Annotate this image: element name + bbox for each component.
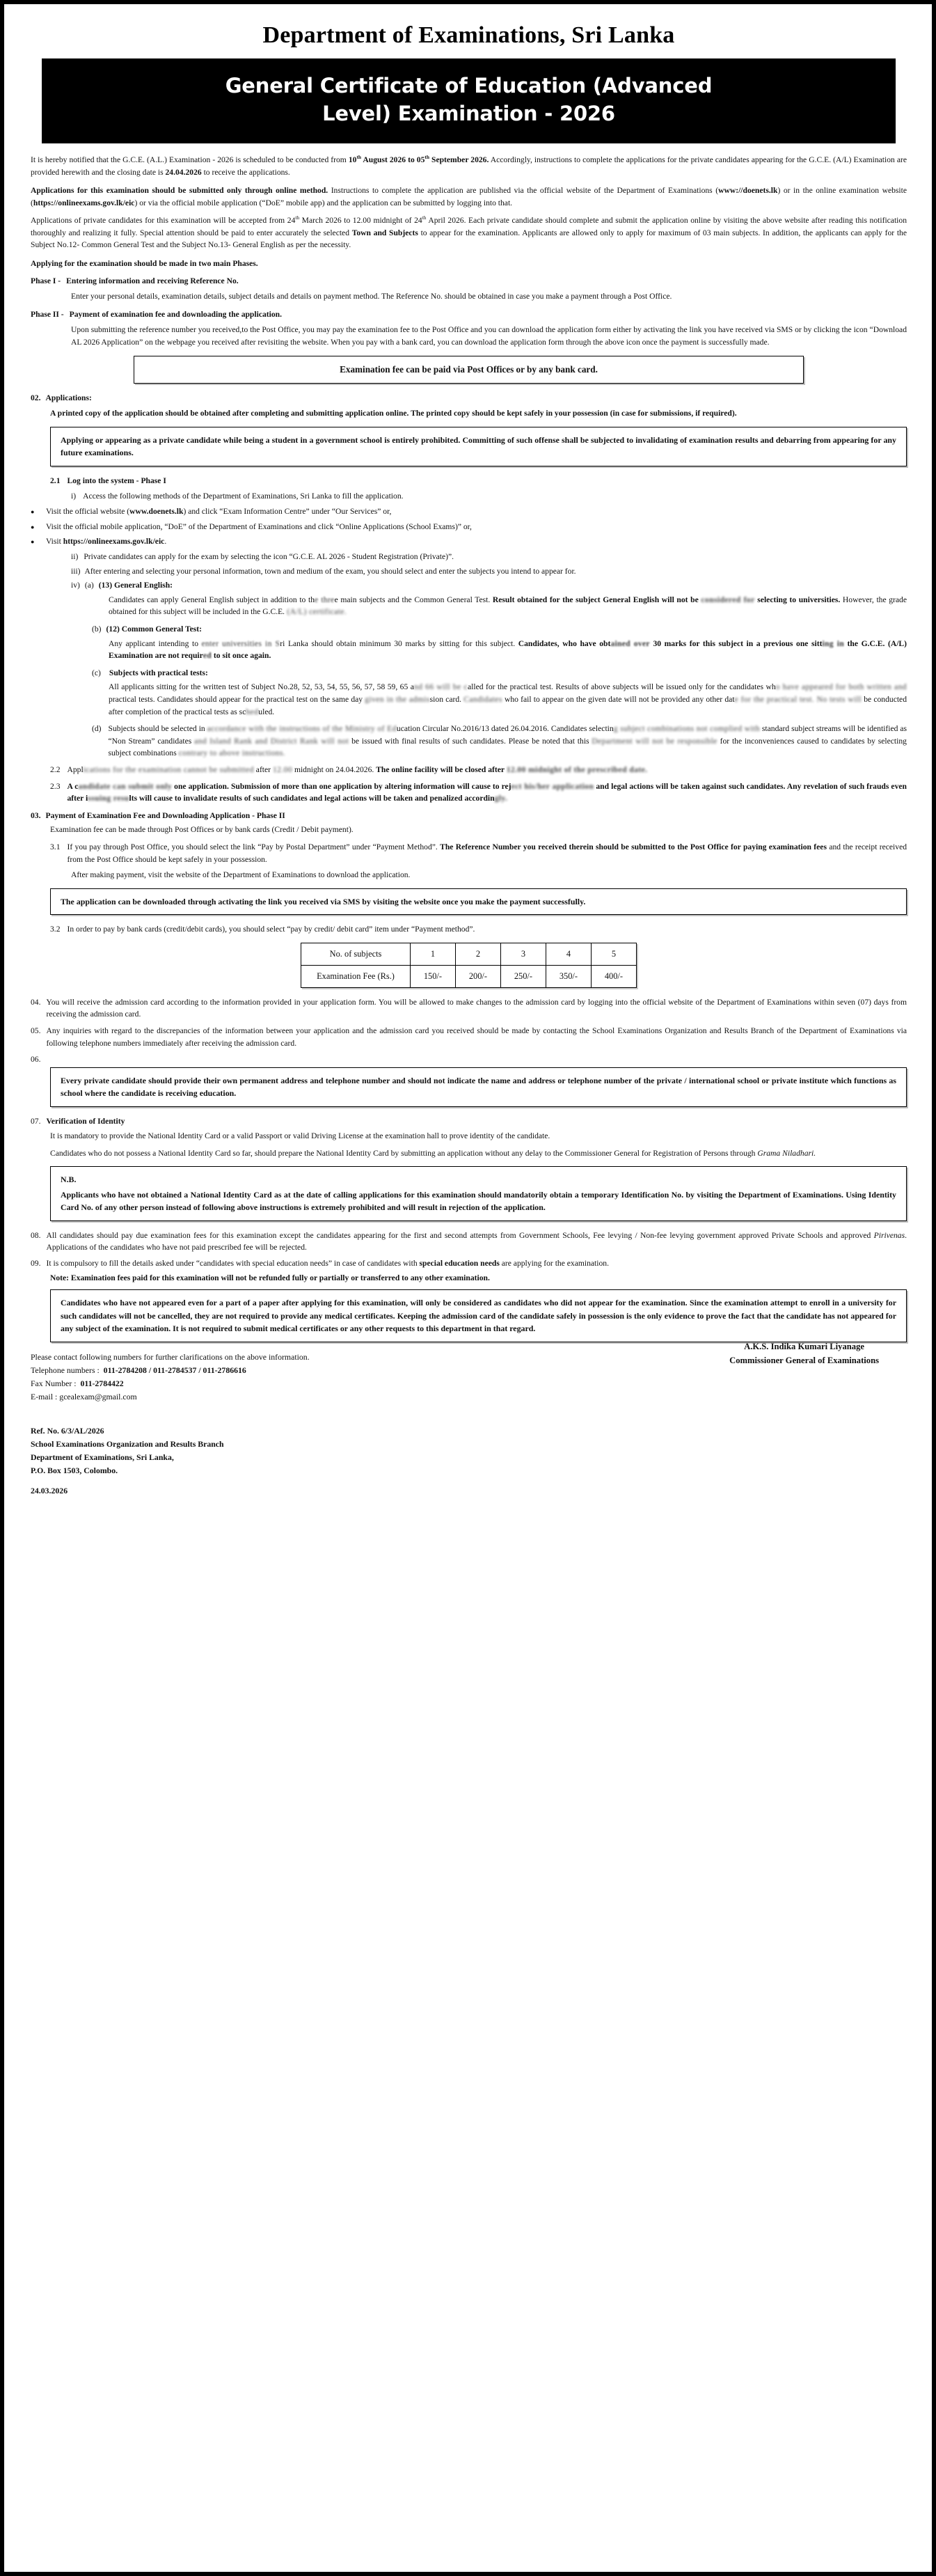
section-32-number: 3.2 bbox=[50, 925, 61, 934]
section-21-title: Log into the system - Phase I bbox=[67, 476, 166, 485]
nb-label: N.B. bbox=[61, 1175, 77, 1185]
intro-paragraph-2 bbox=[31, 184, 907, 209]
phase-1-label: Phase I - bbox=[31, 276, 61, 285]
item-iv-c-heading bbox=[92, 667, 907, 680]
fee-value: 400/- bbox=[591, 965, 636, 987]
s22-b1: The online facility will be closed after bbox=[376, 765, 507, 775]
bullet2-text: Visit the official mobile application, “DoE” of the Department of Examinations and click “Online Applications (School Exams)” or, bbox=[46, 521, 472, 531]
intro-date1-sup: th bbox=[356, 154, 362, 161]
s08-t2: . Applications of the candidates who have not paid prescribed fee will be rejected. bbox=[46, 1230, 907, 1252]
phase-1-body: Enter your personal details, examination details, subject details and details on payment method. The Reference No. should be obtained in case you make a payment through a Post Office. bbox=[71, 292, 672, 301]
section-31 bbox=[50, 841, 907, 865]
bullet3-b: . bbox=[164, 537, 167, 547]
document-body bbox=[31, 153, 907, 1498]
bullet3-website[interactable]: https://onlineexams.gov.lk/eic bbox=[63, 537, 165, 547]
s09-t2: are applying for the examination. bbox=[499, 1259, 609, 1269]
bullet1-b: ) and click “Exam Information Centre” under “Our Services” or, bbox=[183, 507, 392, 517]
section-02-paragraph: A printed copy of the application should be obtained after completing and submitting application online. The printed copy should be kept safely in your possession (in case for submissions, if required). bbox=[50, 409, 737, 418]
nb-box bbox=[50, 1166, 907, 1220]
fee-payment-notice-box: Examination fee can be paid via Post Offices or by any bank card. bbox=[134, 356, 804, 384]
s23-b1: A c bbox=[67, 781, 79, 791]
item-i bbox=[71, 490, 907, 503]
pt-blur1: nd 66 will be c bbox=[413, 682, 468, 692]
item-iv-a-label: (a) bbox=[84, 581, 94, 590]
cgt-b4: to sit once again. bbox=[212, 651, 271, 661]
intro-date1: 10 bbox=[348, 155, 357, 164]
phase-2-label: Phase II - bbox=[31, 309, 64, 319]
intro-p1-b: Accordingly, instructions to complete the applications for the private candidates appearing for the G.C.E. (A/L) Examination are provided herewith and the closing date is bbox=[31, 155, 907, 177]
pt-t7: uled. bbox=[258, 707, 275, 716]
document-content bbox=[14, 11, 922, 1498]
s23-t1: application. Submission of more than one application by altering information will cause to rej bbox=[186, 781, 511, 791]
s23-blur2: ect his/her application bbox=[511, 781, 594, 791]
pt-t4: sion card. bbox=[429, 695, 464, 704]
signature-block bbox=[729, 1340, 879, 1367]
list-item bbox=[31, 535, 907, 548]
s22-t1: Appl bbox=[67, 765, 84, 775]
ge-b2: selecting to universities. bbox=[754, 595, 841, 604]
pt-blur5: e for the practical test. No tests will bbox=[734, 695, 862, 704]
s23-b2: one bbox=[172, 781, 187, 791]
s22-t3: midnight on 24.04.2026. bbox=[292, 765, 376, 775]
intro-p3-a: Applications of private candidates for this examination will be accepted from bbox=[31, 216, 287, 226]
cgt-blur3: ing in bbox=[822, 638, 844, 648]
cgt-t2: ri Lanka should obtain minimum 30 marks by sitting for this subject. bbox=[280, 638, 518, 648]
website-onlineexams[interactable]: https://onlineexams.gov.lk/eic bbox=[33, 198, 135, 207]
ss-blur1: accordance with the instructions of the Ministry of Ed bbox=[207, 724, 397, 734]
access-methods-list bbox=[31, 505, 907, 548]
phase-1-heading bbox=[31, 275, 907, 288]
footer-block bbox=[31, 1341, 907, 1498]
fee-subject-count: 3 bbox=[500, 943, 546, 965]
pt-t3: practical tests. Candidates should appear for the practical test on the same day bbox=[109, 695, 365, 704]
telephone-value: 011-2784208 / 011-2784537 / 011-2786616 bbox=[103, 1365, 246, 1375]
ge-blur3: (A/L) certificate. bbox=[285, 607, 347, 617]
item-iv-a-heading bbox=[71, 579, 907, 592]
signer-name: A.K.S. Indika Kumari Liyanage bbox=[744, 1341, 864, 1351]
non-appearance-box: Candidates who have not appeared even for a part of a paper after applying for this examination, will only be considered as candidates who did not appear for the examination. Since the examination attempt to enroll in a university for such candidates will not be cancelled, they are not required to provide any medical certificates. Keeping the admission card of the candidate safely in possession is the only evidence to prove the fact that the candidate has not appeared for any subject of the examination. It is not required to submit medical certificates or any other requests to this department in that regard. bbox=[50, 1289, 907, 1342]
bullet-icon bbox=[31, 535, 46, 548]
email-line bbox=[31, 1390, 907, 1404]
intro-p2-b: ) or in the online examination website ( bbox=[31, 186, 907, 207]
s23-t3: lts will cause to invalidate results of such candidates and legal actions will be taken and penalized accordin bbox=[129, 794, 495, 803]
table-row bbox=[301, 965, 637, 987]
bullet1-website[interactable]: www.doenets.lk bbox=[129, 507, 184, 517]
cgt-blur1: enter universities in S bbox=[201, 638, 280, 648]
list-item bbox=[31, 505, 907, 518]
grama-niladhari: Grama Niladhari. bbox=[757, 1148, 816, 1158]
town-subjects-bold: Town and Subjects bbox=[351, 228, 418, 237]
section-03-number: 03. bbox=[31, 810, 41, 820]
item-i-label: i) bbox=[71, 492, 77, 501]
pt-t2: alled for the practical test. Results of above subjects will be issued only for the candidates wh bbox=[468, 682, 776, 692]
department-value: Department of Examinations, Sri Lanka, bbox=[31, 1452, 174, 1463]
s08-t1: All candidates should pay due examination fees for this examination except the candidates appearing for the first and second attempts from Government Schools, Fee levying / Non-fee levying government approved Private Schools and approved bbox=[46, 1230, 874, 1240]
common-general-test-title: (12) Common General Test: bbox=[106, 624, 203, 634]
cgt-b1: Candidates, who have obt bbox=[518, 638, 611, 648]
item-iv-c-label: (c) bbox=[92, 668, 101, 677]
ge-b1: Result obtained for the subject General English will not be bbox=[492, 595, 701, 604]
fee-value: 350/- bbox=[546, 965, 591, 987]
section-06-number: 06. bbox=[31, 1055, 41, 1065]
accept-from-day: 24 bbox=[287, 216, 296, 226]
identity-p2 bbox=[50, 1147, 907, 1160]
section-22 bbox=[50, 764, 907, 776]
pt-t1: All applicants sitting for the written test of Subject No.28, 52, 53, 54, 55, 56, 57, 58 59, 65 a bbox=[109, 682, 414, 692]
section-03-heading bbox=[31, 810, 907, 822]
ge-t3: However, the grade obtained for this subject will be included in the G.C.E. bbox=[109, 595, 907, 617]
po-box-value: P.O. Box 1503, Colombo. bbox=[31, 1466, 118, 1476]
prohibition-box: Applying or appearing as a private candidate while being a student in a government school is entirely prohibited. Committing of such offense shall be subjected to invalidating of examination results and debarring from appearing for any future examinations. bbox=[50, 427, 907, 466]
accept-to-sup: th bbox=[422, 214, 427, 221]
fee-row-header-fee: Examination Fee (Rs.) bbox=[301, 965, 411, 987]
ss-t3: standard subject streams will be identified as “Non Stream” candidates bbox=[108, 724, 907, 746]
bullet-icon bbox=[31, 521, 46, 533]
section-08-number: 08. bbox=[31, 1230, 41, 1240]
section-04-text: You will receive the admission card according to the information provided in your application form. You will be allowed to make changes to the admission card by logging into the official website of the Department of Examinations within seven (07) days from receiving the admission card. bbox=[46, 997, 907, 1019]
section-09 bbox=[31, 1257, 907, 1270]
closing-date: 24.04.2026 bbox=[165, 167, 202, 177]
cgt-b3: the G.C.E. (A/L) Examination are not requir bbox=[109, 638, 907, 661]
intro-p3-b: March 2026 to 12.00 midnight of bbox=[299, 216, 415, 226]
section-05-text: Any inquiries with regard to the discrepancies of the information between your application and the admission card you received should be made by contacting the School Examinations Organization and Results Branch of the Department of Examinations via following telephone numbers immediately after receiving the admission card. bbox=[46, 1026, 907, 1048]
section-07-number: 07. bbox=[31, 1116, 41, 1126]
pt-t6: be conducted after completion of the practical tests as sc bbox=[109, 695, 907, 716]
ref-no bbox=[31, 1424, 907, 1438]
item-iv-d bbox=[92, 723, 907, 760]
s22-blur1: ications for the examination cannot be submitted bbox=[83, 765, 254, 775]
section-03-sub: Examination fee can be made through Post Offices or by bank cards (Credit / Debit payment). bbox=[50, 825, 354, 835]
contact-line: Please contact following numbers for further clarifications on the above information. bbox=[31, 1351, 310, 1362]
permanent-address-box: Every private candidate should provide their own permanent address and telephone number and should not indicate the name and address or telephone number of the private / international school or private institute which functions as school where the candidate is receiving education. bbox=[50, 1067, 907, 1107]
phase-2-title: Payment of examination fee and downloading the application. bbox=[69, 309, 282, 319]
general-english-body bbox=[109, 594, 907, 618]
item-iii-label: iii) bbox=[71, 566, 81, 576]
page-title: Department of Examinations, Sri Lanka bbox=[262, 22, 675, 48]
section-02-number: 02. bbox=[31, 393, 41, 402]
section-05-number: 05. bbox=[31, 1026, 41, 1035]
banner-line-2: Level) Examination - 2026 bbox=[322, 102, 615, 126]
cgt-t1: Any applicant intending to bbox=[109, 638, 202, 648]
phase-1-title: Entering information and receiving Reference No. bbox=[66, 276, 239, 285]
intro-date2-sup: th bbox=[425, 154, 429, 161]
fee-value: 150/- bbox=[410, 965, 455, 987]
section-08 bbox=[31, 1230, 907, 1254]
fee-refund-note: Note: Examination fees paid for this examination will not be refunded fully or partially or transferred to any other examination. bbox=[50, 1273, 490, 1282]
intro-p1-a: It is hereby notified that the G.C.E. (A.L.) Examination - 2026 is scheduled to be conducted from bbox=[31, 155, 349, 164]
general-english-title: (13) General English: bbox=[98, 581, 173, 590]
examination-fee-table bbox=[301, 943, 637, 988]
ge-t1: Candidates can apply General English subject in addition to th bbox=[109, 595, 315, 604]
phases-heading: Applying for the examination should be made in two main Phases. bbox=[31, 259, 258, 269]
intro-p2-a: Instructions to complete the application are published via the official website of the Department of Examinations ( bbox=[328, 186, 719, 196]
section-22-number: 2.2 bbox=[50, 765, 61, 775]
branch-value: School Examinations Organization and Results Branch bbox=[31, 1439, 224, 1450]
item-ii bbox=[71, 551, 907, 563]
practical-tests-body bbox=[109, 681, 907, 718]
intro-date2: 05 bbox=[416, 155, 425, 164]
phase-2-heading bbox=[31, 308, 907, 321]
ss-blur4: Department will not be responsible bbox=[592, 736, 717, 746]
issue-date-value: 24.03.2026 bbox=[31, 1486, 68, 1496]
s31-a: If you pay through Post Office, you should select the link “Pay by Postal Department” under “Payment Method”. bbox=[67, 842, 441, 852]
section-23 bbox=[50, 780, 907, 805]
s23-blur4: gly. bbox=[494, 794, 508, 803]
footer-spacer bbox=[31, 1404, 907, 1424]
item-iv-b-heading bbox=[92, 623, 907, 636]
ss-t1: Subjects should be selected in bbox=[108, 724, 207, 734]
item-iv-label: iv) bbox=[71, 581, 80, 590]
banner-line-1: General Certificate of Education (Advanced bbox=[225, 74, 713, 97]
item-i-text: Access the following methods of the Department of Examinations, Sri Lanka to fill the application. bbox=[83, 492, 404, 501]
fee-subject-count: 1 bbox=[410, 943, 455, 965]
section-04 bbox=[31, 996, 907, 1021]
section-21-number: 2.1 bbox=[50, 476, 61, 485]
ss-t5: for the inconveniences caused to candidates by selecting subject combinations bbox=[108, 736, 907, 758]
ss-blur5: contrary to above instructions. bbox=[178, 748, 286, 758]
accept-to-day: 24 bbox=[414, 216, 422, 226]
s23-blur1: andidate can submit only bbox=[78, 781, 173, 791]
fee-subject-count: 2 bbox=[455, 943, 500, 965]
item-iv-d-label: (d) bbox=[92, 724, 102, 734]
pt-blur4: Candidates bbox=[463, 695, 502, 704]
date-spacer bbox=[31, 1477, 907, 1484]
ss-blur2: g subject combinations not complied with bbox=[613, 724, 760, 734]
section-04-number: 04. bbox=[31, 997, 41, 1007]
branch-name bbox=[31, 1438, 907, 1451]
s31-b: The Reference Number you received therein should be submitted to the Post Office for paying examination fees bbox=[440, 842, 827, 852]
section-21-heading bbox=[50, 475, 907, 487]
department-name bbox=[31, 1451, 907, 1464]
item-ii-label: ii) bbox=[71, 551, 79, 561]
fee-value: 200/- bbox=[455, 965, 500, 987]
section-23-number: 2.3 bbox=[50, 781, 61, 791]
section-07-heading bbox=[31, 1115, 907, 1128]
ss-t4: be issued with final results of such candidates. Please be noted that this bbox=[349, 736, 592, 746]
fax-label: Fax Number : bbox=[31, 1378, 77, 1388]
pt-t5: who fail to appear on the given date will not be provided any other dat bbox=[502, 695, 735, 704]
s22-blur3: 12.00 midnight of the prescribed date. bbox=[506, 765, 648, 775]
section-09-number: 09. bbox=[31, 1259, 41, 1269]
ge-blur2: considered for bbox=[701, 595, 755, 604]
s09-t1: It is compulsory to fill the details asked under “candidates with special education needs” in case of candidates with bbox=[46, 1259, 420, 1269]
fee-value: 250/- bbox=[500, 965, 546, 987]
s23-t2: and legal actions will be taken against such candidates. Any revelation of such frauds even after i bbox=[67, 781, 907, 803]
identity-p1: It is mandatory to provide the National Identity Card or a valid Passport or valid Driving License at the examination hall to prove identity of the candidate. bbox=[50, 1131, 550, 1141]
section-32 bbox=[50, 923, 907, 936]
signer-title: Commissioner General of Examinations bbox=[729, 1355, 879, 1365]
common-general-test-body bbox=[109, 638, 907, 662]
s22-blur2: 12.00 bbox=[272, 765, 293, 775]
subject-selection-body bbox=[109, 723, 907, 760]
telephone-label: Telephone numbers : bbox=[31, 1365, 100, 1375]
section-32-text: In order to pay by bank cards (credit/debit cards), you should select “pay by credit/ debit card” item under “Payment method”. bbox=[67, 925, 475, 934]
phase-2-body: Upon submitting the reference number you received,to the Post Office, you may pay the examination fee to the Post Office and you can download the application form either by activating the link you have received via SMS or by clicking the icon “Download AL 2026 Application” on the webpage you received after revisiting the website. When you pay with a bank card, you can download the application form through the above icon once the payment is successfully made. bbox=[71, 325, 907, 347]
intro-p1-c: to receive the applications. bbox=[201, 167, 290, 177]
pt-blur2: o have appeared for both written and bbox=[775, 682, 907, 692]
item-iii-text: After entering and selecting your personal information, town and medium of the exam, you should select and enter the subjects you intend to appear for. bbox=[84, 566, 576, 576]
ss-t2: ucation Circular No.2016/13 dated 26.04.2016. Candidates selectin bbox=[396, 724, 614, 734]
page-inner-border bbox=[14, 11, 922, 2565]
item-ii-text: Private candidates can apply for the exam by selecting the icon “G.C.E. AL 2026 - Student Registration (Private)”. bbox=[84, 551, 454, 561]
s22-t2: after bbox=[253, 765, 273, 775]
accept-from-sup: th bbox=[295, 214, 300, 221]
section-05 bbox=[31, 1025, 907, 1049]
s09-b1: special education needs bbox=[419, 1259, 500, 1269]
intro-date2-rest: September 2026. bbox=[429, 155, 489, 164]
download-application-box: The application can be downloaded through activating the link you received via SMS by visiting the website once you make the payment successfully. bbox=[50, 888, 907, 915]
email-label: E-mail : bbox=[31, 1391, 58, 1401]
online-method-bold: Applications for this examination should be submitted only through online method. bbox=[31, 186, 328, 196]
identity-p2-a: Candidates who do not possess a National Identity Card so far, should prepare the National Identity Card by submitting an application without any delay to the Commissioner General for Registration of Persons through bbox=[50, 1148, 758, 1158]
item-iii bbox=[71, 565, 907, 578]
exam-banner bbox=[42, 58, 896, 143]
fee-subject-count: 4 bbox=[546, 943, 591, 965]
section-02-heading bbox=[31, 392, 907, 405]
website-doenets[interactable]: www://doenets.lk bbox=[718, 186, 778, 196]
email-value[interactable]: gcealexam@gmail.com bbox=[59, 1391, 137, 1401]
pirivenas: Pirivenas bbox=[873, 1230, 905, 1240]
section-02-title: Applications: bbox=[45, 393, 92, 402]
intro-p3-d: to appear for the examination. Applicants are allowed only to apply for maximum of 03 main subjects. In addition, the applicants can apply for the Subject No.12- Common General Test and the Subject No.13- General English as per the necessity. bbox=[31, 228, 907, 250]
ge-blur1: e thre bbox=[315, 595, 335, 604]
cgt-b2: 30 marks for this subject in a previous one sitt bbox=[649, 638, 823, 648]
section-03-title: Payment of Examination Fee and Downloading Application - Phase II bbox=[45, 810, 285, 820]
ref-no-value: Ref. No. 6/3/AL/2026 bbox=[31, 1426, 104, 1436]
fee-row-header-subjects: No. of subjects bbox=[301, 943, 411, 965]
intro-paragraph-1 bbox=[31, 153, 907, 178]
bullet-icon bbox=[31, 505, 46, 518]
intro-date1-rest: August 2026 to bbox=[361, 155, 417, 164]
fax-value: 011-2784422 bbox=[80, 1378, 124, 1388]
practical-tests-title: Subjects with practical tests: bbox=[109, 668, 208, 677]
pt-blur6: hed bbox=[246, 707, 259, 716]
ge-t2: e main subjects and the Common General Test. bbox=[334, 595, 493, 604]
bullet3-a: Visit bbox=[46, 537, 63, 547]
bullet1-a: Visit the official website ( bbox=[46, 507, 130, 517]
section-31-after-payment: After making payment, visit the website of the Department of Examinations to download the application. bbox=[71, 870, 411, 880]
s23-blur3: ssuing resu bbox=[88, 794, 129, 803]
po-box bbox=[31, 1464, 907, 1477]
cgt-blur2: ained over bbox=[610, 638, 650, 648]
list-item bbox=[31, 521, 907, 533]
cgt-blur4: ed bbox=[203, 651, 212, 661]
intro-paragraph-3 bbox=[31, 214, 907, 251]
issue-date bbox=[31, 1484, 907, 1498]
intro-p2-c: ) or via the official mobile application (“DoE” mobile app) and the application can be submitted by logging into that. bbox=[134, 198, 513, 207]
pt-blur3: given in the admis bbox=[365, 695, 430, 704]
ss-blur3: and Island Rank and District Rank will not bbox=[194, 736, 349, 746]
fax-line bbox=[31, 1377, 907, 1390]
table-row bbox=[301, 943, 637, 965]
intro-p3-c: April 2026. Each private candidate should complete and submit the application online by visiting the above website after reading this notification thoroughly and realizing it fully. Special attention should be paid to enter accurately the selected bbox=[31, 216, 907, 237]
s31-c: and the receipt received from the Post Office should be kept safely in your possession. bbox=[67, 842, 907, 864]
item-iv-b-label: (b) bbox=[92, 624, 102, 634]
section-31-number: 3.1 bbox=[50, 842, 61, 852]
fee-subject-count: 5 bbox=[591, 943, 636, 965]
section-07-title: Verification of Identity bbox=[46, 1116, 125, 1126]
nb-text: Applicants who have not obtained a National Identity Card as at the date of calling applications for this examination should mandatorily obtain a temporary Identification No. by visiting the Department of Examinations. Using Identity Card No. of any other person instead of following above instructions is extremely prohibited and will result in rejection of the application. bbox=[61, 1189, 896, 1213]
